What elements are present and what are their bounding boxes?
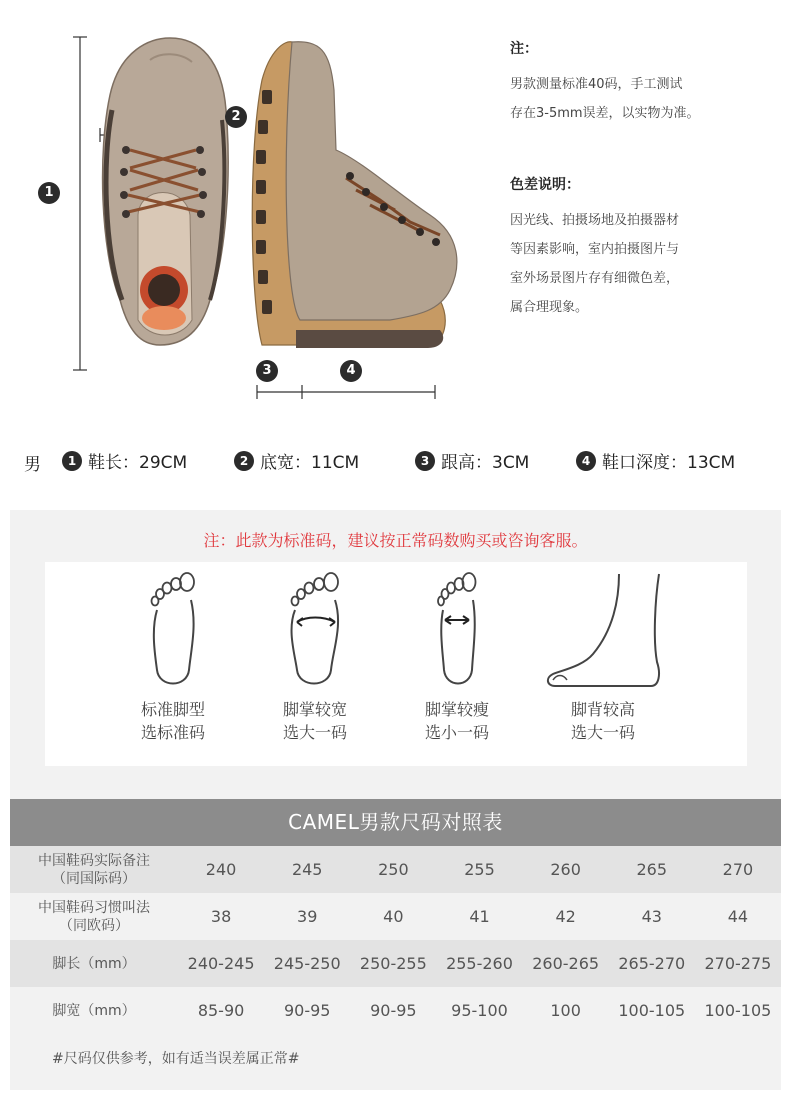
foot-type-wide: [245, 570, 385, 744]
color-note-title: 色差说明：: [510, 177, 580, 193]
foot-caption-line: 选大一码: [282, 723, 347, 742]
spec-row: [0, 448, 790, 478]
foot-caption: [245, 698, 385, 744]
spec-width: [234, 448, 359, 473]
table-cell: 270: [695, 846, 781, 893]
badge-width: 2: [225, 106, 247, 128]
foot-type-narrow: [387, 570, 527, 744]
table-cell: 245: [264, 846, 350, 893]
heel-depth-dimension-line: [257, 385, 435, 399]
foot-type-standard: [103, 570, 243, 744]
narrow-foot-icon: [429, 570, 485, 692]
table-cell: 41: [436, 893, 522, 940]
measure-note: [510, 38, 700, 128]
table-cell: 44: [695, 893, 781, 940]
table-cell: 85-90: [178, 987, 264, 1034]
table-cell: 38: [178, 893, 264, 940]
foot-caption-line: 选大一码: [570, 723, 635, 742]
table-row: [10, 846, 781, 893]
row-label: [10, 846, 178, 893]
boot-top-view: [103, 38, 229, 345]
length-dimension-line: [73, 37, 87, 370]
spec-text: 跟高：3CM: [441, 453, 530, 473]
table-row: [10, 987, 781, 1034]
table-cell: 255-260: [436, 940, 522, 987]
table-cell: 255: [436, 846, 522, 893]
color-note-line: 室外场景图片存有细微色差，: [510, 271, 680, 286]
foot-caption-line: 标准脚型: [140, 700, 205, 719]
foot-caption-line: 脚掌较瘦: [424, 700, 489, 719]
table-cell: 260-265: [523, 940, 609, 987]
table-cell: 39: [264, 893, 350, 940]
foot-type-high-instep: [533, 570, 673, 744]
table-cell: 90-95: [264, 987, 350, 1034]
foot-type-card: [45, 562, 747, 766]
color-note-line: 因光线、拍摄场地及拍摄器材: [510, 213, 680, 228]
table-cell: 265: [609, 846, 695, 893]
table-cell: 240-245: [178, 940, 264, 987]
standard-foot-icon: [143, 570, 203, 692]
foot-caption: [533, 698, 673, 744]
boot-illustration: [0, 0, 500, 420]
row-label-line: 脚长（mm）: [52, 955, 136, 972]
foot-caption-line: 选小一码: [424, 723, 489, 742]
table-cell: 100-105: [609, 987, 695, 1034]
color-note-line: 属合理现象。: [510, 300, 589, 315]
table-row: [10, 893, 781, 940]
size-table: [10, 846, 781, 1034]
table-cell: 250: [350, 846, 436, 893]
size-notice: 注：此款为标准码，建议按正常码数购买或咨询客服。: [203, 531, 588, 550]
table-cell: 42: [523, 893, 609, 940]
row-label-line: （同欧码）: [59, 917, 129, 934]
row-label: [10, 940, 178, 987]
badge-length: 1: [38, 182, 60, 204]
row-label-line: 脚宽（mm）: [52, 1002, 136, 1019]
row-label-line: （同国际码）: [52, 870, 136, 887]
table-cell: 43: [609, 893, 695, 940]
foot-caption-line: 选标准码: [140, 723, 205, 742]
table-cell: 100-105: [695, 987, 781, 1034]
spec-depth: [576, 448, 735, 473]
row-label-line: 中国鞋码习惯叫法: [38, 899, 150, 916]
table-cell: 265-270: [609, 940, 695, 987]
spec-badge: 2: [234, 451, 254, 471]
wide-foot-icon: [283, 570, 347, 692]
table-cell: 245-250: [264, 940, 350, 987]
high-instep-foot-icon: [543, 570, 663, 692]
color-note: [510, 174, 679, 322]
measure-note-line: 存在3-5mm误差，以实物为准。: [510, 106, 700, 121]
product-measure-section: [0, 0, 790, 430]
table-cell: 270-275: [695, 940, 781, 987]
measure-note-line: 男款测量标准40码，手工测试: [510, 77, 683, 92]
spec-text: 鞋长：29CM: [88, 453, 188, 473]
spec-text: 鞋口深度：13CM: [602, 453, 736, 473]
table-cell: 250-255: [350, 940, 436, 987]
table-cell: 260: [523, 846, 609, 893]
table-cell: 240: [178, 846, 264, 893]
foot-caption-line: 脚背较高: [570, 700, 635, 719]
row-label: [10, 893, 178, 940]
size-table-title: CAMEL男款尺码对照表: [10, 799, 781, 846]
foot-caption: [103, 698, 243, 744]
table-cell: 90-95: [350, 987, 436, 1034]
table-cell: 100: [523, 987, 609, 1034]
spec-length: [62, 448, 187, 473]
table-cell: 95-100: [436, 987, 522, 1034]
size-footer-note: #尺码仅供参考，如有适当误差属正常#: [52, 1051, 300, 1067]
size-guide-panel: [10, 510, 781, 1090]
measure-note-title: 注：: [510, 41, 538, 57]
boot-side-view: [252, 42, 457, 348]
color-note-line: 等因素影响，室内拍摄图片与: [510, 242, 680, 257]
foot-caption: [387, 698, 527, 744]
badge-heel: 3: [256, 360, 278, 382]
row-label-line: 中国鞋码实际备注: [38, 852, 150, 869]
spec-badge: 1: [62, 451, 82, 471]
spec-badge: 3: [415, 451, 435, 471]
foot-caption-line: 脚掌较宽: [282, 700, 347, 719]
table-row: [10, 940, 781, 987]
spec-heel: [415, 448, 529, 473]
row-label: [10, 987, 178, 1034]
spec-badge: 4: [576, 451, 596, 471]
badge-depth: 4: [340, 360, 362, 382]
gender-label: 男: [24, 455, 41, 475]
table-cell: 40: [350, 893, 436, 940]
spec-text: 底宽：11CM: [260, 453, 360, 473]
